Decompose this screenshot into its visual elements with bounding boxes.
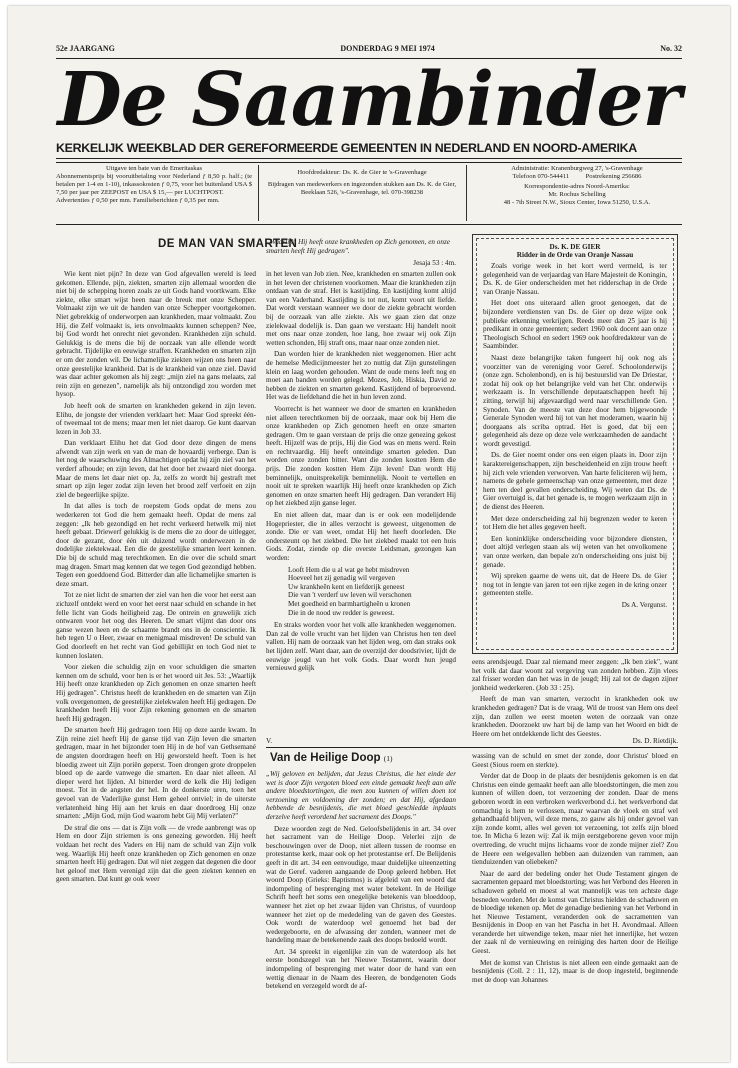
paragraph: Wie kent niet pijn? In deze van God afgevallen wereld is leed gekomen. Ellende, pijn, ziekten, smarten zijn allemaal woorden die niet bij de schepping horen zoals ze uit Gods hand voortkwam. Elke ziekte, elke smart wijst heen naar de breuk met onze Schepper. Volmaakt zijn we uit de handen van onze Schepper voortgekomen. Niet gebrekkig of onderworpen aan krankheden, maar volmaakt. Zou Hij, die Zelf volmaakt is, iets onvolmaakts kunnen scheppen? Nee, bij God wordt het onrecht niet gevonden. Krankheden zijn schuld. Gelukkig is de mens die bij de oorzaak van alle ellende wordt gebracht. Tijdelijke en eeuwige straffen. Krankheden en smarten zijn er om der zonden wil. De lichamelijke ziekten wijzen ons heen naar onze geestelijke krankheid. Dat is de krankheid van onze ziel. David was daar achter gekomen als hij zegt: „mijn ziel na gans melaats, zal rein zijn en genezen", namelijk als hij ontzondigd zou worden met hysop. (56, 270, 256, 399)
paragraph: Ds. de Gier noemt onder ons een eigen plaats in. Door zijn karaktereigenschappen, zijn bescheidenheid en zijn trouw heeft hij zich vele vrienden verworven. Van harte feliciteren wij hem, namens de gehele gemeenschap van onze gemeenten, met deze hem ten deel gevallen onderscheiding. Wij weten dat Ds. de Gier overtuigd is, dat het genade is, te mogen werkzaam zijn in de dienst des Heeren. (483, 451, 667, 512)
paragraph: De straf die ons — dat is Zijn volk — de vrede aanbrengt was op Hem en door Zijn striemen is ons genezing geworden. Hij heeft voldaan het recht des Vaders en Hij nam de schuld van Zijn volk weg. Waarlijk Hij heeft onze krankheden op Zich genomen en onze smarten heeft Hij gedragen. Dat wil niet zeggen dat degenen die door het geloof met Hem verenigd zijn dat die geen ziekten kennen en geen smarten. Dat kunt ge ook weer (56, 823, 256, 884)
info-line: 48 - 7th Street N.W., Sioux Center, Iowa 51250, U.S.A. (503, 199, 651, 206)
verse-line: Looft Hem die u al wat ge hebt misdreven (288, 565, 410, 574)
info-line: Administratie: Kranenburgweg 27, 's-Gravenhage (511, 165, 643, 172)
info-line: Mr. Rochus Schelling (548, 191, 606, 198)
announcement-signature: Ds A. Vergunst. (621, 600, 667, 609)
doop-article-title (270, 752, 460, 764)
newspaper-page (8, 6, 730, 1062)
paragraph: Naast deze belangrijke taken fungeert hij ook nog als voorzitter van de vereniging voor Geref. Schoolonderwijs (onze zgn. Scholenbond), en is hij bestuurslid van De Driestar, zodat hij ook op het belangrijke veld van het Chr. onderwijs werkzaam is. In verschillende deputaatschappen heeft hij zitting, terwijl hij afgevaardigd werd naar verschillende Gen. Synoden. Van de meeste van deze door hem bijgewoonde Generale Synoden werd hij tot van het moderamen, waarin hij doorgaans als scriba optrad. Het is goed, dat bij een gelegenheid als deze op deze vele werkzaamheden de aandacht wordt gevestigd. (483, 353, 667, 448)
article-signature-line (266, 737, 678, 745)
header-bottom-rule (56, 224, 682, 225)
paragraph: eens arendsjeugd. Daar zal niemand meer zeggen: „Ik ben ziek", want het volk dat daar woont zal vergeving van zonden hebben. Zijn vlees zal frisser worden dan het was in de jeugd; Hij zal tot de dagen zijner jonkheid wederkeren. (Job 33 : 25). (472, 658, 678, 692)
signature-left: V. (266, 737, 273, 745)
info-line: Bijdragen van medewerkers en ingezonden stukken aan Ds. K. de Gier, Beeklaan 526, 's-Gravenhage, tel. 070-398238 (267, 181, 457, 196)
paragraph: Met de komst van Christus is niet alleen een einde gemaakt aan de besnijdenis (Coll. 2 : 11, 12), maar is de doop ingesteld, beginnende met de doop van Johannes (472, 958, 678, 984)
subtitle-rule-bottom (56, 162, 682, 163)
info-line: Telefoon 070-544411 Postrekening 256686 (512, 173, 642, 180)
paragraph: En niet alleen dat, maar dan is er ook een modelijdende Hogepriester, die in alles verzocht is geweest, uitgenomen de zonde. Die er van weet, omdat Hij het heeft doorleden. Die ondersteunt op het ziekbed. Die het ziekbed maakt tot een huis Gods. Zodat, ziende op die overste Leidsman, gezongen kan worden: (266, 511, 456, 562)
announcement-box (472, 234, 678, 654)
verse-line: Uw krankheên kent en liefderijk geneest (288, 582, 405, 591)
info-divider (258, 165, 259, 221)
top-line (56, 44, 682, 53)
volume-label: 52e JAARGANG (56, 44, 115, 53)
announcement-box-inner (476, 238, 674, 650)
paragraph: Verder dat de Doop in de plaats der besnijdenis gekomen is en dat Christus een einde gemaakt heeft aan alle bloedstortingen, die men zou kunnen of willen doen, tot verzoening der zonden. Daar de mens geboren wordt in een verbroken werkverbond d.i. het werkverbond dat onmachtig is hem te verlossen, maar waarvan de vloek en straf wel gehandhaafd blijven, wil deze mens, zo gauw als hij onder gevoel van zijn zonde komt, alles wel geven tot verzoening, tot zelfs zijn bloed toe. In Micha 6 lezen wij: Zal ik mijn eerstgeborene geven voor mijn overtreding, de vrucht mijns lichaams voor de zonde mijner ziel? Zou de Heere een welgevallen hebben aan duizenden van rammen, aan tienduizenden van oliebeken? (472, 772, 678, 867)
paragraph: Met deze onderscheiding zal hij begrenzen weder te keren tot Hem die het alles gegeven heeft. (483, 514, 667, 532)
article-quote: „Waarlijk, Hij heeft onze krankheden op Zich genomen, en onze smarten heeft Hij gedragen". (266, 238, 450, 255)
paragraph: in het leven van Job zien. Nee, krankheden en smarten zullen ook in het leven der christenen voorkomen. Maar die krankheden zijn ontdaan van de straf. Het is kastijding. En kastijding komt altijd van een Vaderhand. Kastijding is tot nut, komt voort uit liefde. Dat wordt verstaan wanneer we door de ziekte gebracht worden bij de oorzaak van alle ziekte. Als we gaan zien dat onze zielekwaal dodelijk is. Dan gaan we verstaan: Hij handelt nooit met ons naar onze zonden, hoe lang, hoe zwaar wij ook Zijn wetten schonden, Hij straft ons, maar naar onze zonden niet. (266, 270, 456, 347)
masthead-subtitle: KERKELIJK WEEKBLAD DER GEREFORMEERDE GEMEENTEN IN NEDERLAND EN NOORD-AMERIKA (56, 141, 637, 155)
info-line: Abonnementsprijs bij vooruitbetaling voor Nederland ƒ 8,50 p. half.; (te betalen per 1-4 en 1-10), inkassokosten ƒ 0,75, voor het buitenland USA $ 7,50 per jaar per ZEEPOST en USA $ 15,— per LUCHTPOST. (56, 173, 252, 196)
article-title: DE MAN VAN SMARTEN (158, 238, 298, 250)
paragraph: Deze woorden zegt de Ned. Geloofsbelijdenis in art. 34 over het sacrament van de Heilige Doop. Velerlei zijn de beschouwingen over de Doop, niet alleen tussen de roomse en protestantse kerk, maar ook op het protestantse erf. De Belijdenis geeft in dit art. 34 een eenvoudige, maar duidelijke uiteenzetting wat de Geref. vaderen aangaande de Doop geleerd hebben. Het woord Doop (Grieks: Baptismos) is afgeleid van een woord dat indompeling of besprenging met water betekent. In de Heilige Schrift heeft het soms een onegelijke betekenis van bloeddoop, wanneer het ziet op het zwaar lijden van Christus, of vuurdoop wanneer het ziet op de mededeling van de gaven des Geestes. Ook wordt de waterdoop wel genoemd het bad der wedergeboorte, en de afwassing der zonden, wanneer met de handeling maar de betekenende zaak des doops bedoeld wordt. (266, 824, 456, 945)
info-divider (466, 165, 467, 221)
doop-title-number: (1) (383, 754, 393, 763)
issue-number: No. 32 (660, 44, 682, 53)
doop-title-text: Van de Heilige Doop (270, 752, 381, 764)
announcement-title: Ds. K. DE GIER (549, 243, 601, 251)
paragraph: Voorrecht is het wanneer we door de smarten en krankheden niet alleen terechtkomen bij de oorzaak, maar ook bij Hem die onze krankheden op Zich genomen heeft en onze smarten gedragen. Om te gaan verstaan de prijs die onze genezing gekost heeft. Hijzelf was de prijs, Hij die God was en mens werd. Rein en rechtvaardig. Hij heeft onteindige smarten geleden. Dan worden onze zonden bitter. Want die zonden kostten Hem die prijs. Die zonden kostten Hem Zijn leven! Dan wordt Hij beminnelijk, onuitsprekelijk beminnelijk. Nooit te vertellen en nooit uit te spreken waarlijk Hij heeft onze krankheden op Zich genomen en onze smarten heeft Hij gedragen. Dan verandert Hij op het ziekbed zijn ganse leger. (266, 404, 456, 508)
section-divider (266, 747, 678, 748)
subscription-info (56, 165, 252, 205)
doop-column-2 (472, 752, 678, 987)
paragraph: Job heeft ook de smarten en krankheden gekend in zijn leven. Elihu, de jongste der vrienden verklaart het: Maar God spreekt één- of tweemaal tot de mens; maar men let niet daarop. Ge kunt daarvan lezen in Job 33. (56, 401, 256, 436)
quote-reference: Jesaja 53 : 4m. (413, 259, 456, 267)
editor-info (264, 169, 460, 197)
paragraph: wassing van de schuld en smet der zonde, door Christus' bloed en Geest (Sious roem en sterkte). (472, 752, 678, 769)
issue-date: DONDERDAG 9 MEI 1974 (340, 44, 435, 53)
paragraph: Naar de aard der bedeling onder het Oude Testament gingen de sacramenten gepaard met bloedstorting; was het Verbond des Heeren in schaduwen geheld en moest al wat mannelijk was ten achtste dage besneden worden. Met de komst van Christus hielden de schaduwen en de bloedige tekenen op. Met de genadige bediening van het Verbond in het Nieuwe Testament, veranderden ook de sacramenten van Besnijdenis in Doop en van het Pascha in het H. Avondmaal. Alleen veranderde het uitwendige teken, maar niet het innerlijke, het wezen der zaak nl de vernieuwing en reiniging des harten door de Heilige Geest. (472, 869, 678, 956)
article-column-1 (56, 270, 256, 887)
info-line: Korrespondentie-adres Noord-Amerika: (524, 183, 630, 190)
paragraph: Zoals vorige week in het kort werd vermeld, is ter gelegenheid van de verjaardag van Hare Majesteit de Koningin, Ds. K. de Gier onderscheiden met het ridderschap in de Orde van Oranje Nassau. (483, 262, 667, 296)
paragraph: Wij spreken gaarne de wens uit, dat de Heere Ds. de Gier nog tot in lengte van jaren tot een rijke zegen in de kring onzer gemeenten stelle. (483, 572, 667, 598)
announcement-subtitle: Ridder in de Orde van Oranje Nassau (516, 251, 634, 259)
info-line: Hoofdredakteur: Ds. K. de Gier te 's-Gravenhage (297, 169, 427, 176)
verse-line: Die in de nood uw redder is geweest. (288, 608, 395, 617)
subtitle-rule-top (56, 158, 682, 159)
masthead-logo: De Saambinder (57, 57, 681, 143)
doop-column-1 (266, 770, 456, 994)
signature-author: Ds. D. Rietdijk. (632, 737, 678, 745)
info-line: Advertenties ƒ 0,50 per mm. Familieberichten ƒ 0,35 per mm. (56, 197, 220, 204)
paragraph: De smarten heeft Hij gedragen toen Hij op deze aarde kwam. In Zijn reine ziel heeft Hij de ganse tijd van Zijn leven die smarten gedragen, maar in het bijzonder toen Hij in de hof van Gethsemané de angsten doordragen heeft en Hij geworsteld heeft. Toen is het bloedig zweet uit Zijn poriën geperst. Toen drongen grote droppelen bloed op de aarde vanwege die smarten. En daar niet alleen. Al dieper werd het lijden. Al bitterder werd de kelk die Hij ledigen moest. Tot in de angsten der hel. In de donkerste uren, toen het gevoel van de Vaderlijke gunst Hem geheel ontviel; in de uiterste verlatenheid hing Hij aan het kruis en daar doordroeg Hij onze smarten: „Mijn God, mijn God waarom hebt Gij Mij verlaten?" (56, 726, 256, 821)
verse-line: Met goedheid en barmhartigheên u kronen (288, 599, 411, 608)
article-column-2 (266, 270, 456, 676)
psalm-verse (288, 566, 456, 618)
paragraph: Tot ze niet licht de smarten der ziel van hen die voor het eerst aan zichzelf ontdekt werd en voor het eerst naar schuld en schande in het felle licht van Gods heiligheid zag. De ontrein en gruwelijk zich ontwaren voor het oog des Heeren. De smart vlijmt dan door ons ganse wezen heen en de schaamte brandt ons in de conscientie. Ik heb tegen U o Heer, zwaar en menigmaal misdreven! De schuld van God doorleeft en het recht van God gebillijkt en toch God niet te kunnen loslaten. (56, 591, 256, 660)
verse-line: Hoeveel het zij genadig wil vergeven (288, 574, 396, 583)
administration-info (472, 165, 682, 207)
paragraph: Heeft de man van smarten, verzocht in krankheden ook uw krankheden gedragen? Dat is de vraag. Wil de troost van Hem ons deel zijn, dan zullen we eerst moeten weten de oorzaak van onze krankheden. Doorzoekt uw hart bij de lamp van het Woord en bidt de Heere om het ontdekkende licht des Geestes. (472, 695, 678, 738)
article-column-3 (472, 658, 678, 741)
verse-line: Die van 't verderf uw leven wil verschonen (288, 591, 412, 600)
paragraph: En straks worden voor het volk alle krankheden weggenomen. Dan zal de volle vrucht van het lijden van Christus hen ten deel vallen. Hij nam de oorzaak van het lijden weg, om dan straks ook het lijden zelf. Want daar, aan de overzijd der doodsrivier, lijdt de eeuwige jeugd van het volk Gods. Daar wordt hun jeugd vernieuwd gelijk (266, 621, 456, 673)
paragraph: „Wij geloven en belijden, dat Jezus Christus, die het einde der wet is door Zijn vergoten bloed een einde gemaakt heeft aan alle andere bloedstortingen, die men zou kunnen of willen doen tot verzoening en voldoening der zonden; en dat Hij, afgedaan hebbende de besnijdenis, die met bloed geschiedde inplaats derzelve heeft verordend het sacrament des Doops." (266, 770, 456, 821)
info-line: Uitgave ten bate van de Emeritaskas (105, 165, 203, 172)
paragraph: Art. 34 spreekt in eigenlijke zin van de waterdoop als het eerste bondszegel van het Nieuwe Testament, waarin door indompeling of besprenging met water door de hand van een wettig dienaar in de Naam des Heeren, de bondgenoten Gods betekend en verzegeld wordt de af- (266, 947, 456, 991)
paragraph: Het doet ons uiteraard allen groot genoegen, dat de bijzondere verdiensten van Ds. de Gier op deze wijze ook publieke erkenning verkrijgen. Reeds meer dan 25 jaar is hij predikant in onze gemeenten; sedert 1960 ook docent aan onze Theologisch School en sedert 1969 ook hoofdredakteur van de Saambinder. (483, 299, 667, 351)
paragraph: Een koninklijke onderscheiding voor bijzondere diensten, doet altijd verlegen staan als wij weten van het onvolkomene van onze werken, dan bepale zo'n onderscheiding ons juist bij genade. (483, 534, 667, 569)
paragraph: Voor zieken die schuldig zijn en voor schuldigen die smarten kennen om de schuld, voor hen is er het woord uit Jes. 53: „Waarlijk Hij heeft onze krankheden op Zich genomen en onze smarten heeft Hij gedragen". Christus heeft de krankheden en de smarten van Zijn volk overgenomen, de geestelijke zielekwalen heeft Hij gedragen. De krankheden heeft Hij voor Zijn rekening genomen en de smarten heeft Hij gedragen. (56, 663, 256, 723)
paragraph: In dat alles is toch de roepstem Gods opdat de mens zou wederkeren tot God die hem gemaakt heeft. Opdat de mens zal zeggen: „Ik heb gezondigd en het recht verkeerd hetwelk mij niet heeft gebaat. Driewerf gelukkig is de mens die zo door de uitlegger, door de gezant, door één uit duizend wordt onderwezen in de dodelijke ziektekwaal. Een die de geestelijke smarten leert kennen. Die bij de schuld mag terechtkomen. En die over die schuld smart mag dragen. Smart mag kennen dat we tegen God gezondigd hebben. Tegen een goeddoend God. Bitterder dan alle lichamelijke smarten is deze smart. (56, 502, 256, 588)
paragraph: Dan verklaart Elihu het dat God door deze dingen de mens afwendt van zijn werk en van de man de hovaardij verberge. Dan is het nog de waarschuwing des Almachtigen opdat hij zijn ziel van het verderf afhoude; en zijn leven, dat het door het zwaard niet doorga. Maar de mens let daar niet op. Ja, zelfs zo wordt hij gestraft met smart op zijn leger zodat zijn leven het brood zelf verfoeit en zijn ziel de begeerlijke spijze. (56, 439, 256, 499)
paragraph: Dan worden hier de krankheden niet weggenomen. Hier acht de hemelse Medicijnmeester het zo nuttig dat Zijn gunstelingen klein en laag worden gehouden. Want de oude mens leeft nog en moet aan banden worden gelegd. Mozes, Job, Hiskia, David ze hebben de ziekten en smarten gekend. Kastijdend of beproevend. Het was de liefdehand die het in hun leven zond. (266, 350, 456, 402)
